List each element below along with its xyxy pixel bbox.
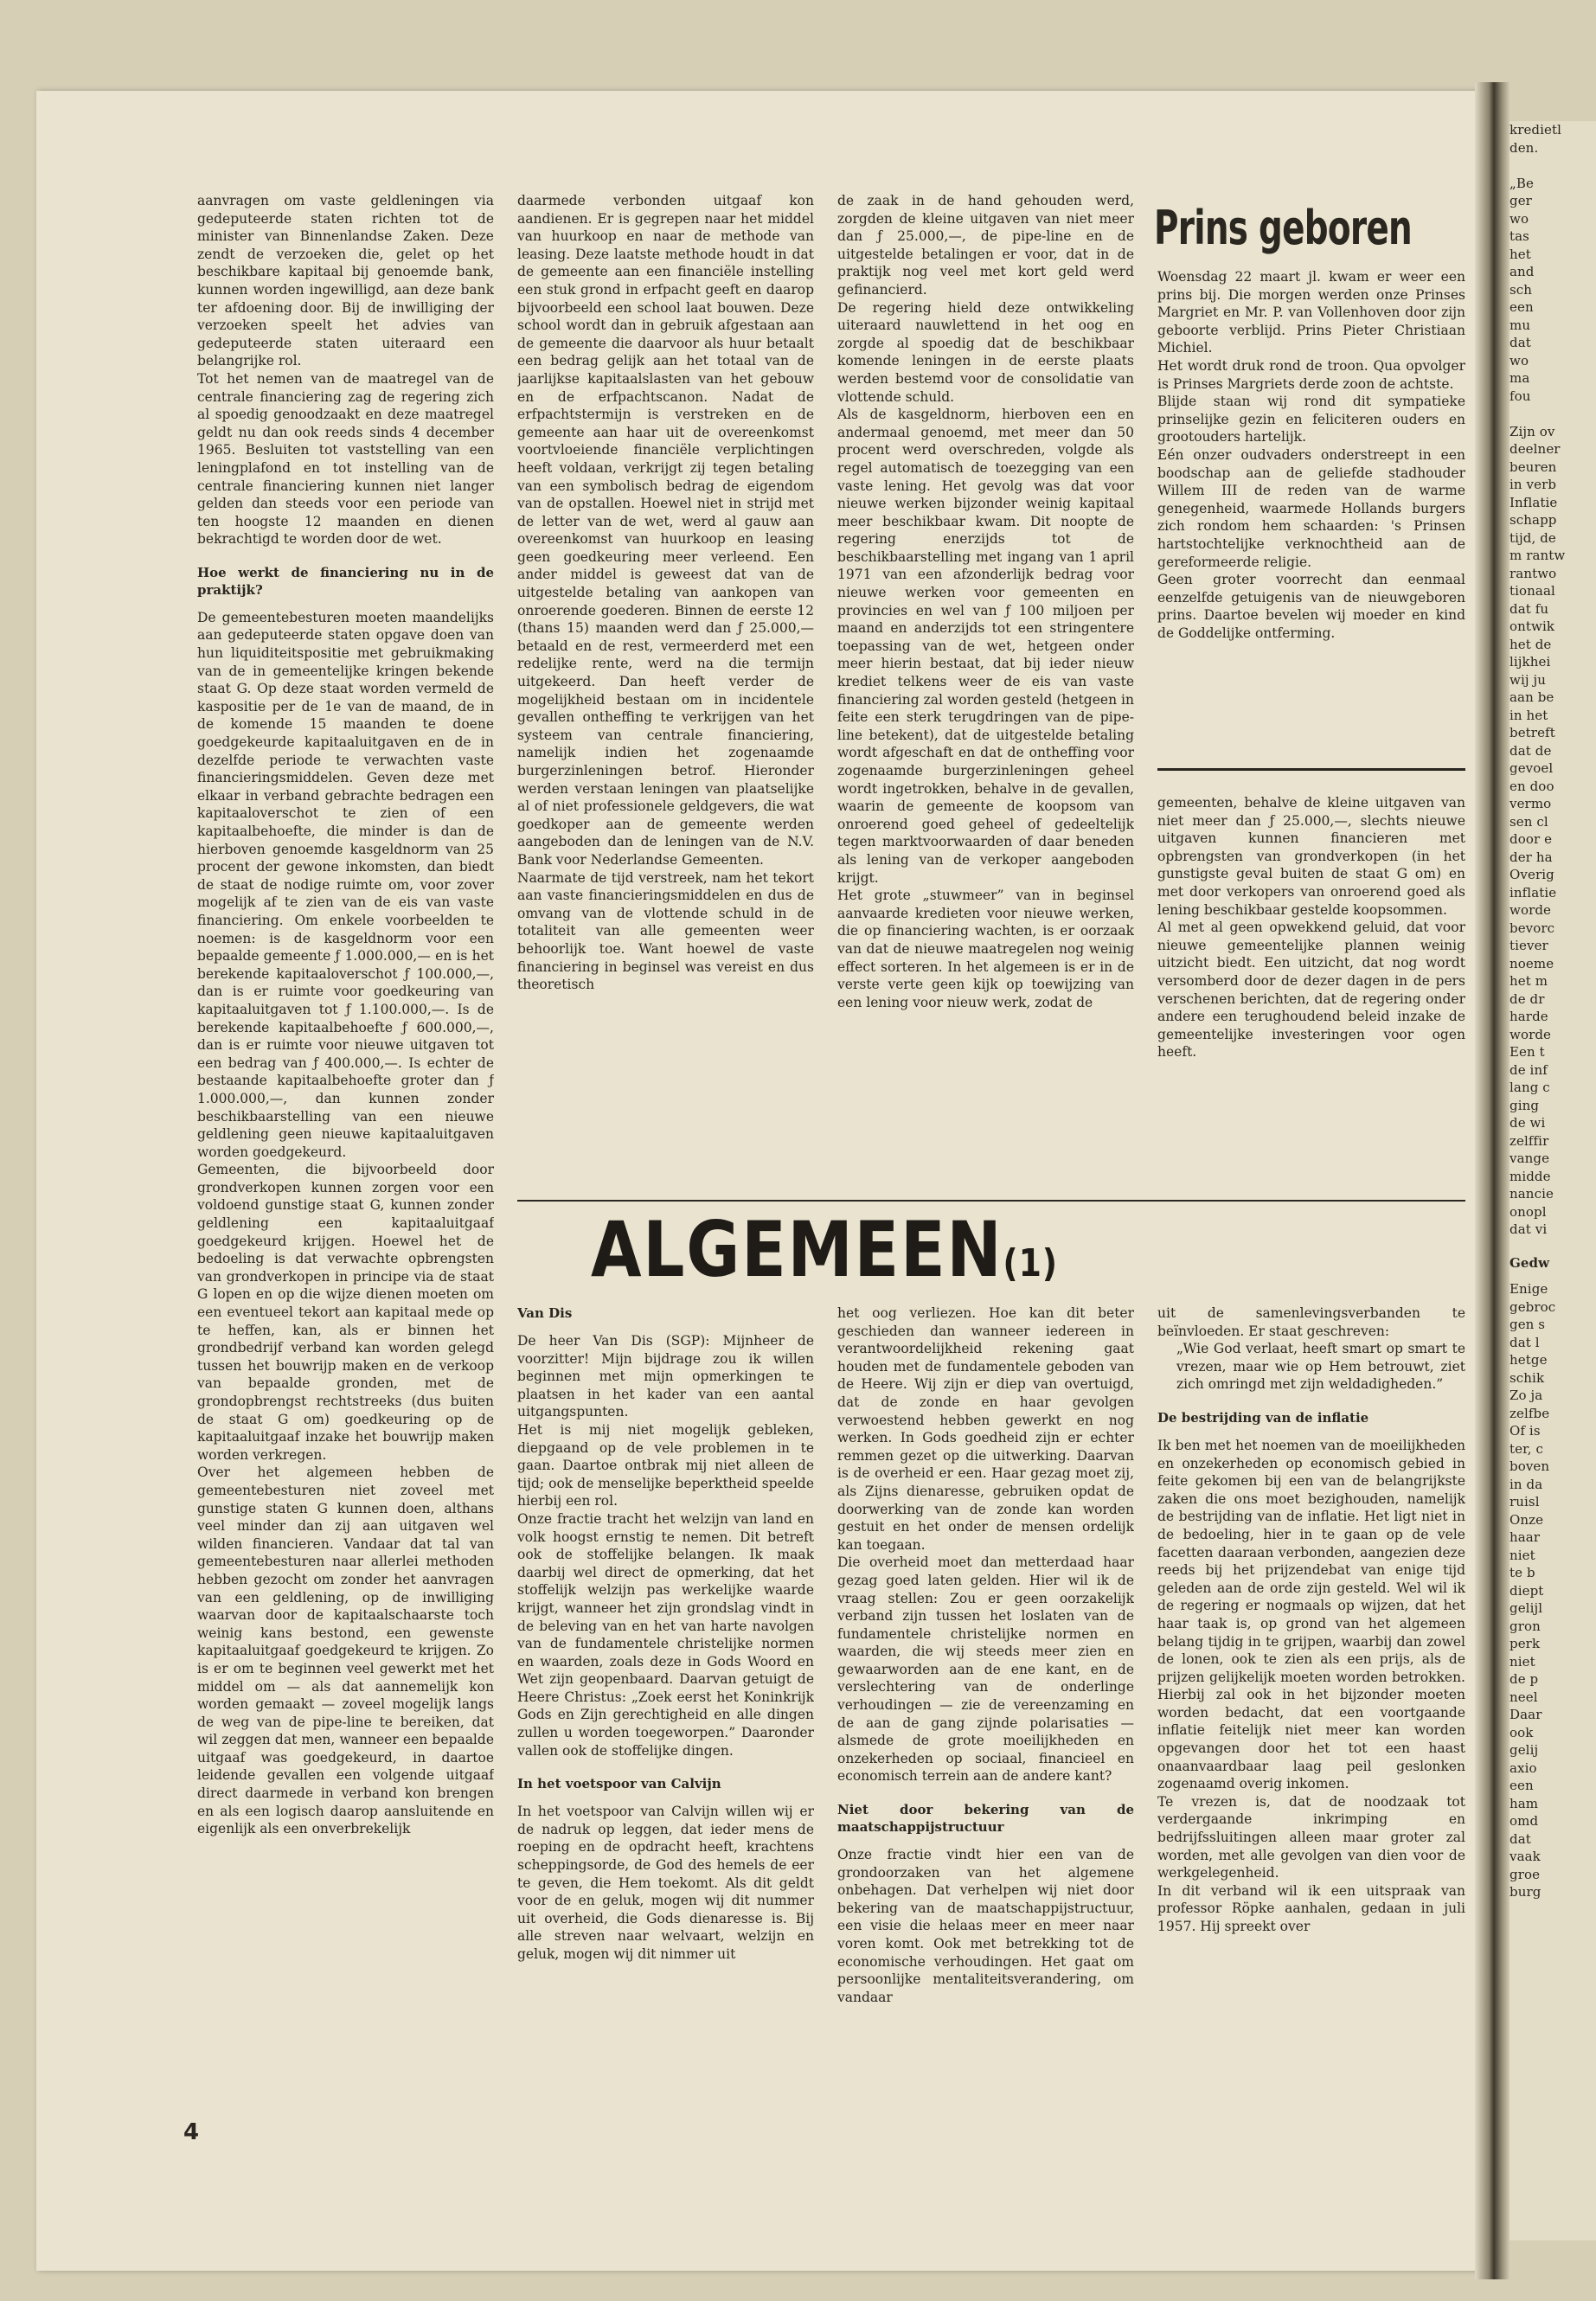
paragraph: gemeenten, behalve de kleine uitgaven van niet meer dan ƒ 25.000,—, slechts nieuwe uitgaven kunnen financieren met opbrengsten van grondverkopen (in het gunstigste geval buiten de staat G om) en met door verkopers van onroerend goed als lening beschikbaar gestelde koopsommen. [1157, 795, 1465, 918]
adjacent-page-line: burg [1509, 1884, 1542, 1900]
adjacent-page-line: neel [1509, 1689, 1538, 1705]
adjacent-page-line: bevorc [1509, 920, 1555, 936]
adjacent-page-strip [1509, 121, 1596, 2240]
adjacent-page-heading: Gedw [1509, 1254, 1550, 1271]
adjacent-page-line: niet [1509, 1547, 1535, 1563]
paragraph: Over het algemeen hebben de gemeentebesturen niet zoveel met gunstige staten G kunnen doen, althans veel minder dan zij aan uitgaven wel wilden financieren. Vandaar dat tal van gemeentebesturen naar allerlei methoden hebben gezocht om zonder het aanvragen van een geldlening, op de inwilliging waarvan door de kapitaalschaarste toch weinig kans bestond, een gewenste kapitaaluitgaaf goedgekeurd te krijgen. Zo is er om te beginnen veel gewerkt met het middel om — als dat aannemelijk kon worden gemaakt — zoveel mogelijk langs de weg van de pipe-line te bereiken, dat wil zeggen dat men, wanneer een bepaalde uitgaaf was goedgekeurd, in daartoe leidende gevallen een volgende uitgaaf direct daarmede in verband kon brengen en als een logisch daarop aansluitende en eigenlijk als een onverbrekelijk [197, 1465, 494, 1837]
adjacent-page-line: diept [1509, 1582, 1544, 1599]
adjacent-page-line: nancie [1509, 1186, 1554, 1202]
section-heading: In het voetspoor van Calvijn [517, 1776, 721, 1792]
adjacent-page-line: Inflatie [1509, 494, 1558, 510]
section-heading: Hoe werkt de financiering nu in de praktijk? [197, 564, 494, 598]
page-number: 4 [183, 2119, 200, 2145]
section-heading: Van Dis [517, 1305, 573, 1321]
paragraph: Ik ben met het noemen van de moeilijkheden en onzekerheden op economisch gebied in feite gekomen bij een van de belangrijkste zaken die ons moet bezighouden, namelijk de bestrijding van de inflatie. Het ligt niet in de bedoeling, hier in te gaan op de vele facetten daaraan verbonden, aangezien deze reeds bij het prijzendebat van enige tijd geleden aan de orde zijn gesteld. Wel wil ik de regering er nogmaals op wijzen, dat het haar taak is, op grond van het algemeen belang tijdig in te grijpen, waarbij dan zowel de lonen, ook te zien als een prijs, als de prijzen gelijkelijk moeten worden betrokken. Hierbij zal ook in het bijzonder moeten worden bedacht, dat een voortgaande inflatie feitelijk niet meer kan worden opgevangen door het tot een haast onaanvaardbaar laag peil geslonken zogenaamd overig inkomen. [1157, 1437, 1465, 1792]
adjacent-page-line: Onze [1509, 1511, 1544, 1528]
adjacent-page-line: Of is [1509, 1423, 1541, 1439]
adjacent-page-line: worde [1509, 1026, 1552, 1042]
paragraph: Die overheid moet dan metterdaad haar gezag goed laten gelden. Hier wil ik de vraag stellen: Zou er geen oorzakelijk verband zijn tussen het loslaten van de fundamentele christelijke normen en waarden, die wij steeds meer zien en gewaarworden aan de ene kant, en de verslechtering van de onderlinge verhoudingen — zie de vereenzaming en de aan de gang zijnde polarisaties — alsmede de grote moeilijkheden en onzekerheden op sociaal, financieel en economisch terrein aan de andere kant? [837, 1554, 1134, 1785]
adjacent-page-line: m rantw [1509, 548, 1566, 563]
adjacent-page-line: gevoel [1509, 760, 1554, 776]
paragraph: Geen groter voorrecht dan eenmaal eenzelfde getuigenis van de nieuwgeboren prins. Daartoe bevelen wij moeder en kind de Goddelijke ontferming. [1157, 572, 1465, 641]
adjacent-page-line: omd [1509, 1813, 1539, 1829]
adjacent-page-line: schik [1509, 1369, 1545, 1386]
adjacent-page-line: Zo ja [1509, 1388, 1543, 1403]
adjacent-page-line: tijd, de [1509, 529, 1556, 546]
adjacent-page-line: axio [1509, 1759, 1537, 1776]
adjacent-page-line: sen cl [1509, 813, 1548, 830]
divider-rule [1157, 768, 1465, 771]
adjacent-page-line: dat vi [1509, 1221, 1548, 1237]
adjacent-page-line: lang c [1509, 1080, 1550, 1095]
adjacent-page-line: dat l [1509, 1334, 1540, 1350]
paragraph: In dit verband wil ik een uitspraak van professor Röpke aanhalen, gedaan in juli 1957. Hij spreekt over [1157, 1882, 1465, 1934]
adjacent-page-line: and [1509, 264, 1535, 279]
algemeen-title-number: (1) [1003, 1241, 1058, 1285]
adjacent-page-line: midde [1509, 1168, 1551, 1184]
paragraph: Onze fractie tracht het welzijn van land en volk hoogst ernstig te nemen. Dit betreft ook de stoffelijke belangen. Ik maak daarbij wel direct de opmerking, dat het stoffelijk welzijn pas werkelijke waarde krijgt, wanneer het zijn grondslag vindt in de beleving van en het van harte navolgen van de fundamentele christelijke normen en waarden, zoals deze in Gods Woord en Wet zijn geopenbaard. Daarvan getuigt de Heere Christus: „Zoek eerst het Koninkrijk Gods en Zijn gerechtigheid en alle dingen zullen u worden toegeworpen.” Daaronder vallen ook de stoffelijke dingen. [517, 1510, 814, 1759]
adjacent-page-line: het m [1509, 973, 1548, 989]
adjacent-page-line: betreft [1509, 725, 1555, 740]
adjacent-page-line: dat de [1509, 742, 1552, 759]
adjacent-page-line: gelijl [1509, 1600, 1543, 1616]
adjacent-page-line: noeme [1509, 955, 1554, 971]
adjacent-page-line: de p [1509, 1671, 1539, 1687]
adjacent-page-line: worde [1509, 902, 1552, 918]
paragraph: Tot het nemen van de maatregel van de centrale financiering zag de regering zich al spoedig genoodzaakt en deze maatregel geldt nu dan ook reeds sinds 4 december 1965. Besluiten tot vaststelling van een leningplafond en tot instelling van de centrale financiering kunnen niet langer gelden dan steeds voor een periode van ten hoogste 12 maanden en dienen bekrachtigd te worden door de wet. [197, 370, 494, 548]
adjacent-page-line: te b [1509, 1565, 1535, 1580]
adjacent-page-line: de inf [1509, 1061, 1548, 1078]
adjacent-page-line: en doo [1509, 778, 1554, 794]
adjacent-page-line: niet [1509, 1653, 1535, 1670]
paragraph: Al met al geen opwekkend geluid, dat voor nieuwe gemeentelijke plannen weinig uitzicht biedt. Een uitzicht, dat nog wordt versomberd door de dezer dagen in de pers verschenen berichten, dat de regering onder andere een terughoudend beleid inzake de gemeentelijke investeringen voor ogen heeft. [1157, 920, 1465, 1061]
quote: „Wie God verlaat, heeft smart op smart te vrezen, maar wie op Hem betrouwt, ziet zich omringd met zijn weldadigheden.” [1176, 1341, 1465, 1393]
adjacent-page-line: in het [1509, 707, 1548, 723]
adjacent-page-line: harde [1509, 1009, 1548, 1024]
paragraph: Gemeenten, die bijvoorbeeld door grondverkopen kunnen zorgen voor een voldoend gunstige staat G, kunnen zonder geldlening een kapitaaluitgaaf goedgekeurd krijgen. Hoewel het de bedoeling is dat verwachte opbrengsten van grondverkopen in principe via de staat G lopen en op die wijze dienen moeten om een eventueel tekort aan kapitaal mede op te heffen, kan, als er binnen het grondbedrijf verband kan worden gelegd tussen het bouwrijp maken en de verkoop van bepaalde gronden, met de grondopbrengst rechtstreeks (dus buiten de staat G om) goedkeuring op de kapitaaluitgaaf inzake het bouwrijp maken worden verkregen. [197, 1162, 494, 1463]
paragraph: Eén onzer oudvaders onderstreept in een boodschap aan de geliefde stadhouder Willem III de reden van de warme genegenheid, waarmede Hollands burgers zich rondom hem schaarden: 's Prinsen hartstochtelijke verknochtheid aan de gereformeerde religie. [1157, 446, 1465, 570]
adjacent-page-line: den. [1509, 139, 1539, 156]
adjacent-page-line: perk [1509, 1636, 1541, 1651]
adjacent-page-line: de wi [1509, 1115, 1546, 1131]
column-4-bottom [1157, 1304, 1465, 2096]
column-3-top [837, 192, 1134, 1170]
section-heading: De bestrijding van de inflatie [1157, 1409, 1369, 1426]
adjacent-page-line: zelffir [1509, 1132, 1549, 1149]
column-1 [197, 192, 494, 2095]
adjacent-page-line [1509, 405, 1596, 423]
paragraph: uit de samenlevingsverbanden te beïnvloeden. Er staat geschreven: [1157, 1305, 1465, 1339]
adjacent-page-line: ter, c [1509, 1440, 1543, 1457]
page-fold [1475, 82, 1509, 2279]
column-2-bottom [517, 1304, 814, 2096]
adjacent-page-line: sch [1509, 281, 1533, 298]
column-4-continuation [1157, 794, 1465, 1175]
adjacent-page-line: boven [1509, 1458, 1550, 1474]
adjacent-page-line: Zijn ov [1509, 423, 1555, 439]
algemeen-title-text: ALGEMEEN [591, 1205, 1003, 1294]
adjacent-page-line: een [1509, 299, 1534, 315]
adjacent-page-line: in da [1509, 1476, 1543, 1492]
adjacent-page-line: tionaal [1509, 583, 1555, 599]
adjacent-page-line: gebroc [1509, 1298, 1556, 1315]
adjacent-page-line: zelfbe [1509, 1405, 1550, 1421]
adjacent-page-line: kredietl [1509, 122, 1562, 138]
paragraph: de zaak in de hand gehouden werd, zorgden de kleine uitgaven van niet meer dan ƒ 25.000,—, de pipe-line en de uitgestelde betalingen er voor, dat in de praktijk nog veel met kort geld werd gefinancierd. [837, 193, 1134, 298]
paragraph: De regering hield deze ontwikkeling uiteraard nauwlettend in het oog en zorgde al spoedig dat de beschikbaar komende leningen in de eerste plaats werden bestemd voor de consolidatie van vlottende schuld. [837, 299, 1134, 405]
adjacent-page-line: tiever [1509, 938, 1548, 953]
adjacent-page-line: rantwo [1509, 565, 1557, 581]
adjacent-page-line: Enige [1509, 1281, 1548, 1297]
paragraph: Naarmate de tijd verstreek, nam het tekort aan vaste financieringsmiddelen en dus de omvang van de vlottende schuld in de totaliteit van alle gemeenten weer behoorlijk toe. Want hoewel de vaste financiering in beginsel was vereist en dus theoretisch [517, 869, 814, 993]
adjacent-page-line: Daar [1509, 1707, 1542, 1722]
adjacent-page-line: door e [1509, 831, 1553, 847]
adjacent-page-line: dat [1509, 1830, 1531, 1847]
paragraph: aanvragen om vaste geldleningen via gedeputeerde staten richten tot de minister van Binnenlandse Zaken. Deze zendt de verzoeken die, gelet op het beschikbare kapitaal bij genoemde bank, kunnen worden ingewilligd, aan deze bank ter afdoening door. Bij de inwilliging der verzoeken speelt het advies van gedeputeerde staten uiteraard een belangrijke rol. [197, 193, 494, 369]
adjacent-page-line: ham [1509, 1795, 1539, 1811]
algemeen-title [591, 1205, 1058, 1294]
adjacent-page-line: aan be [1509, 689, 1554, 705]
adjacent-page-line: haar [1509, 1529, 1541, 1545]
prins-geboren-article [1157, 268, 1465, 727]
adjacent-page-line: de dr [1509, 990, 1545, 1007]
adjacent-page-line: wij ju [1509, 671, 1546, 688]
adjacent-page-line: hetge [1509, 1352, 1548, 1368]
adjacent-page-line: wo [1509, 352, 1529, 369]
paragraph: Als de kasgeldnorm, hierboven een en andermaal genoemd, met meer dan 50 procent werd overschreden, volgde als regel automatisch de toezegging van een vaste lening. Het gevolg was dat voor nieuwe werken bijzonder weinig kapitaal meer beschikbaar kwam. Dit noopte de regering enerzijds tot de beschikbaarstelling met ingang van 1 april 1971 van een afzonderlijk bedrag voor nieuwe werken voor gemeenten en provincies en wel van ƒ 100 miljoen per maand en anderzijds tot een stringentere toepassing van de wet, hetgeen onder meer hierin bestaat, dat bij ieder nieuw krediet telkens weer de eis van vaste financiering zal worden gesteld (hetgeen in feite een sterk terugdringen van de pipe-line betekent), dat de uitgestelde betaling wordt afgeschaft en dat de ontheffing voor zogenaamde burgerzinleningen geheel wordt ingetrokken, behalve in de gevallen, waarin de gemeente de koopsom van onroerend goed geheel of gedeeltelijk tegen marktvoorwaarden of daar beneden als lening van de verkoper aangeboden krijgt. [837, 407, 1134, 886]
adjacent-page-line: het [1509, 246, 1531, 262]
adjacent-page-line: tas [1509, 228, 1529, 244]
adjacent-page-line: ontwik [1509, 619, 1555, 634]
adjacent-page-line: gelij [1509, 1742, 1539, 1758]
paragraph: Het is mij niet mogelijk gebleken, diepgaand op de vele problemen in te gaan. Daartoe ontbrak mij niet alleen de tijd; ook de menselijke beperktheid speelde hierbij een rol. [517, 1421, 814, 1509]
paragraph: het oog verliezen. Hoe kan dit beter geschieden dan wanneer iedereen in verantwoordelijkheid rekening gaat houden met de fundamentele geboden van de Heere. Wij zijn er diep van overtuigd, dat de zonde en haar gevolgen verwoestend hebben gewerkt en nog werken. In Gods goedheid zijn er echter remmen gezet op die uitwerking. Daarvan is de overheid er een. Haar gezag moet zij, als Zijns dienaresse, gebruiken opdat de doorwerking van de zonde kan worden gestuit en het onder de mensen ordelijk kan toegaan. [837, 1305, 1134, 1553]
paragraph: Blijde staan wij rond dit sympatieke prinselijke gezin en feliciteren ouders en grootouders hartelijk. [1157, 394, 1465, 445]
adjacent-page-line: schapp [1509, 512, 1557, 528]
paragraph: Te vrezen is, dat de noodzaak tot verdergaande inkrimping en bedrijfssluitingen alleen maar groter zal worden, met alle gevolgen van dien voor de werkgelegenheid. [1157, 1793, 1465, 1881]
adjacent-page-line: wo [1509, 210, 1529, 227]
adjacent-page-line: lijkhei [1509, 654, 1551, 670]
column-3-bottom [837, 1304, 1134, 2096]
paragraph: Woensdag 22 maart jl. kwam er weer een prins bij. Die morgen werden onze Prinses Margriet en Mr. P. van Vollenhoven door zijn geboorte verblijd. Prins Pieter Christiaan Michiel. [1157, 269, 1465, 356]
paragraph: Het wordt druk rond de troon. Qua opvolger is Prinses Margriets derde zoon de achtste. [1157, 357, 1465, 392]
paragraph: De gemeentebesturen moeten maandelijks aan gedeputeerde staten opgave doen van hun liquiditeitspositie met gebruikmaking van de in gemeentelijke kringen bekende staat G. Op deze staat worden vermeld de kaspositie per de 1e van de maand, de in de komende 15 maanden te doene goedgekeurde kapitaaluitgaven en de in dezelfde periode te verwachten vaste financieringsmiddelen. Geven deze met elkaar in verband gebrachte bedragen een kapitaaloverschot te zien of een kapitaalbehoefte, die minder is dan de hierboven genoemde kasgeldnorm van 25 procent der gewone inkomsten, dan biedt de staat de nodige ruimte om, voor zover mogelijk af te zien van de eis van vaste financiering. Om enkele voorbeelden te noemen: is de kasgeldnorm voor een bepaalde gemeente ƒ 1.000.000,— en is het berekende kapitaaloverschot ƒ 100.000,—, dan is er ruimte voor goedkeuring van kapitaaluitgaven tot ƒ 1.100.000,—. Is de berekende kapitaalbehoefte ƒ 600.000,—, dan is er ruimte voor nieuwe uitgaven tot een bedrag van ƒ 400.000,—. Is echter de bestaande kapitaalbehoefte groter dan ƒ 1.000.000,—, dan kunnen zonder beschikbaarstelling van een nieuwe geldlening geen nieuwe kapitaaluitgaven worden goedgekeurd. [197, 609, 494, 1160]
adjacent-page-line: het de [1509, 636, 1552, 652]
paragraph: De heer Van Dis (SGP): Mijnheer de voorzitter! Mijn bijdrage zou ik willen beginnen met mijn opmerkingen te plaatsen in het kader van een aantal uitgangspunten. [517, 1333, 814, 1420]
section-rule [517, 1200, 1465, 1202]
column-2-top [517, 192, 814, 1170]
adjacent-page-line: Overig [1509, 867, 1554, 882]
adjacent-page-line: ook [1509, 1724, 1534, 1740]
adjacent-page-line: „Be [1509, 175, 1534, 191]
adjacent-page-line: dat [1509, 335, 1531, 350]
adjacent-page-line: vaak [1509, 1849, 1541, 1864]
adjacent-page-line: ruisl [1509, 1494, 1540, 1509]
paragraph: Het grote „stuwmeer” van in beginsel aanvaarde kredieten voor nieuwe werken, die op financiering wachten, is er oorzaak van dat de nieuwe maatregelen nog weinig effect sorteren. In het algemeen is er in de verste verte geen kijk op toewijzing van een lening voor nieuw werk, zodat de [837, 888, 1134, 1010]
adjacent-page-line: dat fu [1509, 600, 1549, 617]
adjacent-page-line [1509, 157, 1596, 175]
adjacent-page-line: in verb [1509, 477, 1557, 492]
section-heading: Niet door bekering van de maatschappijstructuur [837, 1802, 1134, 1836]
adjacent-page-line: onopl [1509, 1203, 1547, 1220]
adjacent-page-line: ging [1509, 1097, 1540, 1113]
adjacent-page-line: een [1509, 1778, 1534, 1793]
paragraph: daarmede verbonden uitgaaf kon aandienen. Er is gegrepen naar het middel van huurkoop en naar de methode van leasing. Deze laatste methode houdt in dat de gemeente aan een financiële instelling een stuk grond in erfpacht geeft en daarop bijvoorbeeld een school laat bouwen. Deze school wordt dan in gebruik afgestaan aan de gemeente die daarvoor als huur betaalt een bedrag gelijk aan het totaal van de jaarlijkse kapitaalslasten van het gebouw en de erfpachtscanon. Nadat de erfpachtstermijn is verstreken en de gemeente aan haar uit de overeenkomst voortvloeiende financiële verplichtingen heeft voldaan, verkrijgt zij tegen betaling van een symbolisch bedrag de eigendom van de opstallen. Hoewel niet in strijd met de letter van de wet, werd al gauw aan overeenkomst van huurkoop en leasing geen goedkeuring meer verleend. Een ander middel is geweest dat van de uitgestelde betaling van aankopen van onroerende goederen. Binnen de eerste 12 (thans 15) maanden werd dan ƒ 25.000,— betaald en de rest, vermeerderd met een redelijke rente, werd na die termijn uitgekeerd. Dan heeft verder de mogelijkheid bestaan om in incidentele gevallen ontheffing te verkrijgen van het systeem van centrale financiering, namelijk indien het zogenaamde burgerzinleningen betrof. Hieronder werden verstaan leningen van plaatselijke al of niet professionele geldgevers, die wat goedkoper aan de gemeente werden aangeboden dan de leningen van de N.V. Bank voor Nederlandse Gemeenten. [517, 193, 814, 868]
adjacent-page-line: inflatie [1509, 884, 1557, 901]
adjacent-page-line: fou [1509, 388, 1531, 404]
adjacent-page-lines [1509, 121, 1596, 1239]
adjacent-page-line: mu [1509, 317, 1531, 333]
adjacent-page-line: ma [1509, 370, 1530, 386]
adjacent-page-line: der ha [1509, 849, 1553, 865]
adjacent-page-line: vange [1509, 1150, 1550, 1166]
adjacent-page-line: Een t [1509, 1044, 1545, 1060]
adjacent-page-lines-lower [1509, 1280, 1596, 1901]
adjacent-page-line: groe [1509, 1866, 1541, 1882]
adjacent-page-line: gron [1509, 1618, 1541, 1634]
paragraph: In het voetspoor van Calvijn willen wij er de nadruk op leggen, dat ieder mens de roeping en de opdracht heeft, krachtens scheppingsorde, de God des hemels de eer te geven, die Hem toekomt. Als dit geldt voor de en geluk, mogen wij dit nummer uit overheid, die Gods dienaresse is. Bij alle streven naar welvaart, welzijn en geluk, mogen wij dit nimmer uit [517, 1804, 814, 1962]
adjacent-page-line: ger [1509, 193, 1532, 208]
adjacent-page-line: vermo [1509, 796, 1552, 811]
paragraph: Onze fractie vindt hier een van de grondoorzaken van het algemene onbehagen. Dat verhelpen wij niet door bekering van de maatschappijstructuur, een visie die helaas meer en meer naar voren komt. Ook met betrekking tot de economische verhoudingen. Het gaat om persoonlijke mentaliteitsverandering, om vandaar [837, 1847, 1134, 2005]
adjacent-page-line: gen s [1509, 1317, 1546, 1332]
adjacent-page-line: beuren [1509, 458, 1557, 475]
prins-geboren-title: Prins geboren [1154, 201, 1412, 255]
adjacent-page-line: deelner [1509, 441, 1561, 457]
